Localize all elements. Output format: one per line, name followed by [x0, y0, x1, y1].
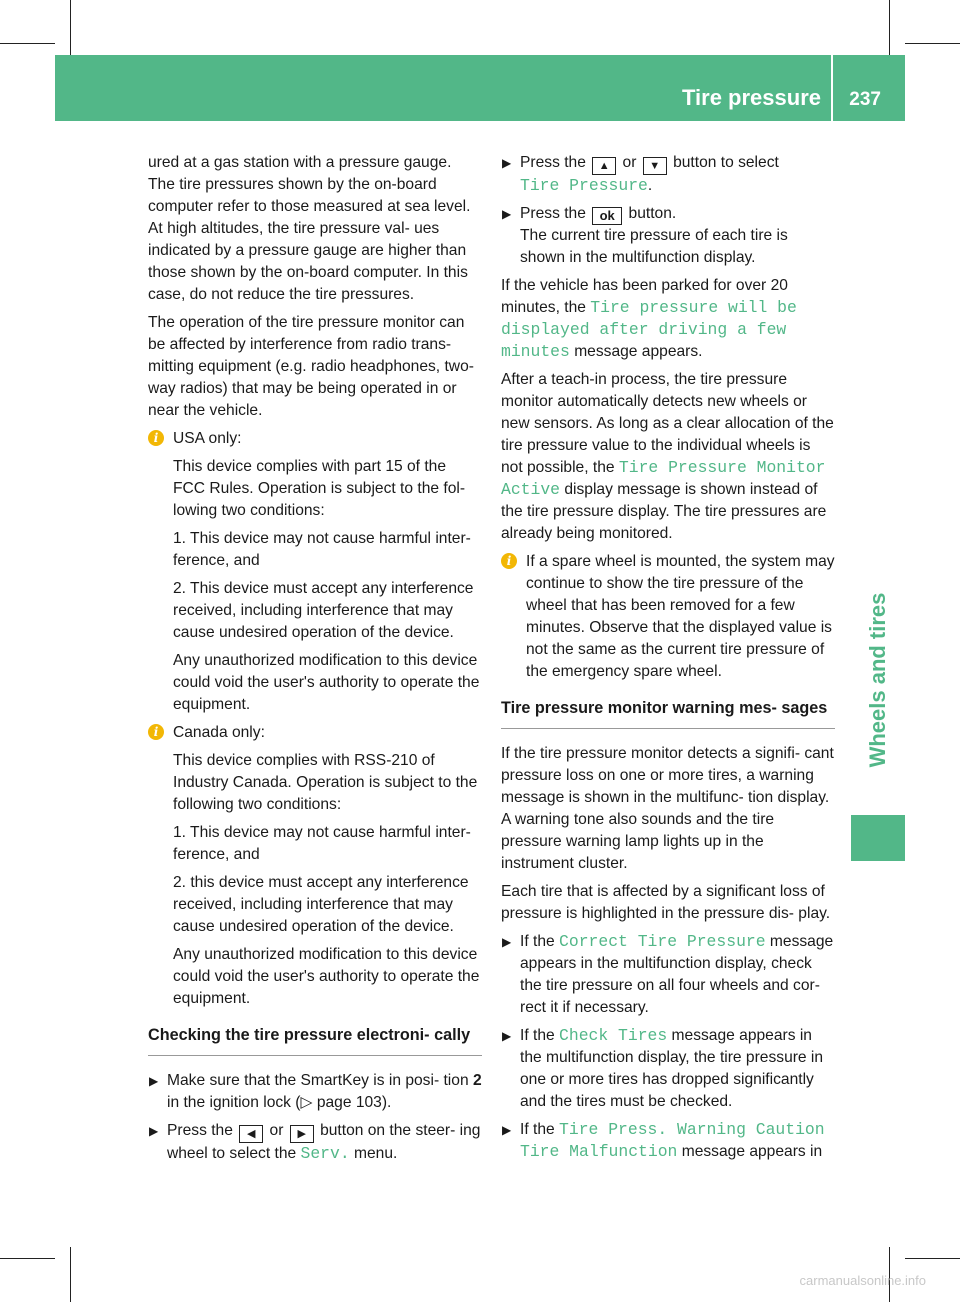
- arrow-right-icon: ▶: [502, 156, 512, 170]
- crop-mark: [905, 43, 960, 44]
- step: ▶ If the Correct Tire Pressure message appears in the multifunction display, check the tire pressure on all four wheels and cor- rect it if necessary.: [502, 932, 834, 1016]
- arrow-right-icon: ▶: [502, 1029, 512, 1043]
- paragraph: If the vehicle has been parked for over 20 minutes, the Tire pressure will be displayed after driving a few minutes message appears.: [501, 277, 797, 361]
- paragraph: ured at a gas station with a pressure gauge. The tire pressures shown by the on-board computer refer to those measured at sea level. At high altitudes, the tire pressure val- ues indicated by a pressure gauge are higher than those shown by the on-board computer. In this case, do not reduce the tire pressures.: [148, 154, 471, 303]
- page-ref-icon: ▷: [300, 1094, 313, 1111]
- right-button-icon: ▶: [290, 1125, 314, 1143]
- arrow-right-icon: ▶: [502, 207, 512, 221]
- note-text: 2. this device must accept any interference received, including interference that may cause undesired operation of the device.: [173, 874, 469, 935]
- paragraph: After a teach-in process, the tire pressure monitor automatically detects new wheels or new sensors. As long as a clear allocation of the tire pressure value to the individual wheels is not possible, the Tire Pressure Monitor Active display message is shown instead of the tire pressure display. The tire pressures are already being monitored.: [501, 371, 834, 542]
- display-message: Tire Pressure Monitor Active: [501, 458, 826, 499]
- note-text: 1. This device may not cause harmful inter- ference, and: [173, 824, 471, 863]
- page-header: [55, 55, 905, 121]
- left-column: [148, 152, 482, 1171]
- step: ▶ Make sure that the SmartKey is in posi- tion 2 in the ignition lock (▷ page 103).: [149, 1072, 482, 1111]
- page-ref-link[interactable]: page 103).: [312, 1094, 392, 1111]
- crop-mark: [0, 43, 55, 44]
- info-icon: i: [148, 724, 164, 740]
- arrow-right-icon: ▶: [502, 1123, 512, 1137]
- left-button-icon: ◀: [239, 1125, 263, 1143]
- step: ▶ Press the ▲ or ▼ button to select Tire Pressure.: [502, 154, 779, 195]
- info-icon: i: [501, 553, 517, 569]
- note-text: 1. This device may not cause harmful inter- ference, and: [173, 530, 471, 569]
- watermark: carmanualsonline.info: [799, 1273, 926, 1288]
- arrow-right-icon: ▶: [502, 935, 512, 949]
- crop-mark: [0, 1258, 55, 1259]
- page-number: 237: [849, 89, 881, 110]
- display-message: Tire Press. Warning Caution Tire Malfunction: [520, 1120, 825, 1161]
- note-text: This device complies with RSS-210 of Industry Canada. Operation is subject to the following two conditions:: [173, 752, 478, 813]
- section-heading: Tire pressure monitor warning mes- sages: [501, 697, 835, 729]
- menu-item: Tire Pressure: [520, 176, 648, 195]
- ok-button-icon: ok: [592, 207, 622, 225]
- section-tab-label: Wheels and tires: [865, 592, 890, 768]
- display-message: Check Tires: [559, 1026, 668, 1045]
- up-button-icon: ▲: [592, 157, 616, 175]
- usa-note: [148, 428, 482, 716]
- note-text: 2. This device must accept any interference received, including interference that may cause undesired operation of the device.: [173, 580, 474, 641]
- down-button-icon: ▼: [643, 157, 667, 175]
- display-message: Correct Tire Pressure: [559, 932, 766, 951]
- step: ▶ If the Tire Press. Warning Caution Tire Malfunction message appears in: [502, 1120, 825, 1161]
- note-text: Any unauthorized modification to this device could void the user's authority to operate the equipment.: [173, 652, 480, 713]
- note-text: Any unauthorized modification to this device could void the user's authority to operate the equipment.: [173, 946, 480, 1007]
- section-heading: Checking the tire pressure electroni- cally: [148, 1024, 482, 1056]
- step: ▶ Press the ◀ or ▶ button on the steer- ing wheel to select the Serv. menu.: [149, 1122, 481, 1163]
- section-marker: [851, 815, 905, 861]
- note-text: If a spare wheel is mounted, the system may continue to show the tire pressure of the wheel that has been removed for a few minutes. Observe that the displayed value is not the same as the current tire pressure of the emergency spare wheel.: [526, 553, 835, 680]
- section-tab: [851, 560, 905, 800]
- display-message: Tire pressure will be displayed after driving a few minutes: [501, 298, 797, 361]
- note-title: USA only:: [173, 430, 242, 447]
- paragraph: If the tire pressure monitor detects a signifi- cant pressure loss on one or more tires, a warning message is shown in the multifunc- tion display. A warning tone also sounds and the tire pressure warning lamp lights up in the instrument cluster.: [501, 745, 834, 872]
- ignition-position: 2: [472, 1072, 482, 1089]
- canada-note: [148, 722, 482, 1010]
- step: ▶ If the Check Tires message appears in the multifunction display, the tire pressure in one or more tires has dropped significantly and the tires must be checked.: [502, 1026, 824, 1110]
- crop-mark: [889, 0, 890, 55]
- arrow-right-icon: ▶: [149, 1124, 159, 1138]
- header-divider: [831, 55, 833, 121]
- step: ▶ Press the ok button. The current tire pressure of each tire is shown in the multifunction display.: [502, 205, 788, 266]
- spare-wheel-note: [501, 551, 835, 683]
- menu-name: Serv.: [300, 1144, 350, 1163]
- crop-mark: [905, 1258, 960, 1259]
- paragraph: The operation of the tire pressure monitor can be affected by interference from radio trans- mitting equipment (e.g. radio headphones, two-way radios) that may be being operated in or near the vehicle.: [148, 314, 474, 419]
- crop-mark: [70, 1247, 71, 1302]
- header-title: Tire pressure: [681, 85, 821, 110]
- paragraph: Each tire that is affected by a significant loss of pressure is highlighted in the pressure dis- play.: [501, 883, 831, 922]
- right-column: [501, 152, 835, 1169]
- note-text: This device complies with part 15 of the FCC Rules. Operation is subject to the fol- lowing two conditions:: [173, 458, 466, 519]
- crop-mark: [70, 0, 71, 55]
- note-title: Canada only:: [173, 724, 265, 741]
- arrow-right-icon: ▶: [149, 1074, 159, 1088]
- info-icon: i: [148, 430, 164, 446]
